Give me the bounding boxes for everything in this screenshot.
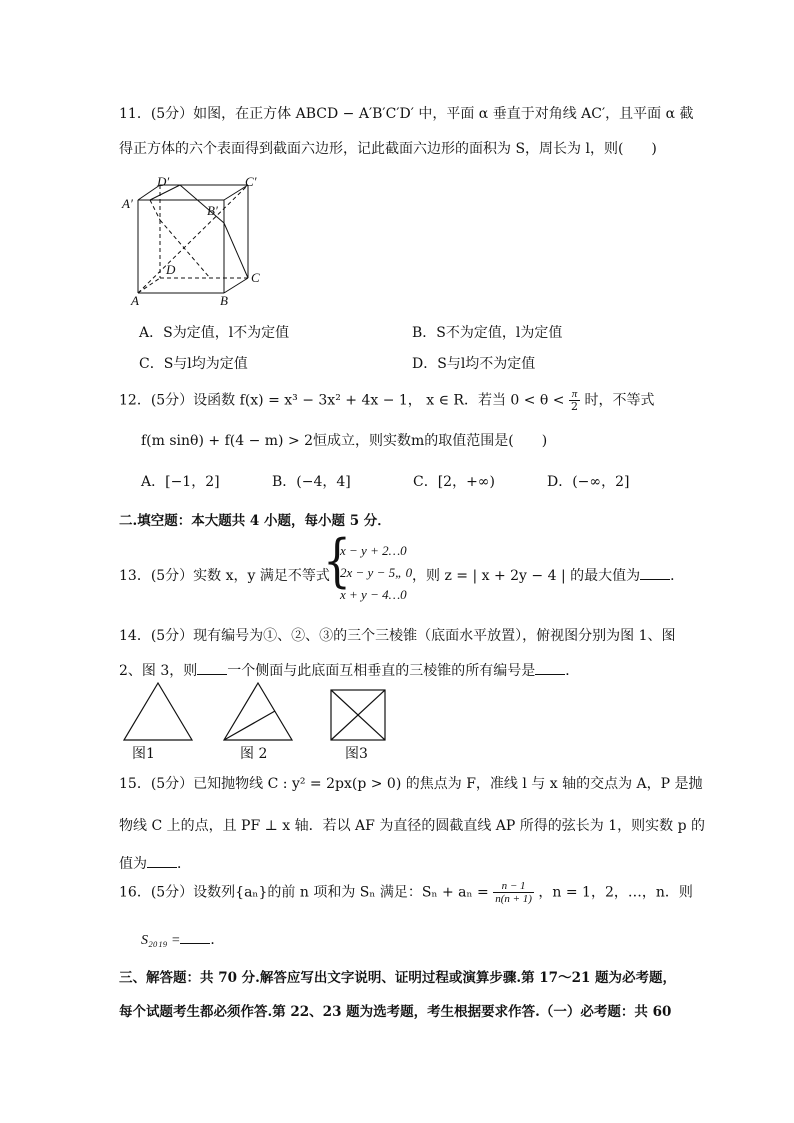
q14-line2-a: 2、图 3，则 [119, 663, 198, 679]
label-B: B [220, 293, 228, 308]
q12-line1-end: 时，不等式 [584, 392, 655, 409]
figure-2-caption: 图 2 [240, 746, 268, 762]
figure-2-triangle [224, 683, 292, 740]
q13-constraint-1: x − y + 2…0 [340, 543, 407, 558]
frac-num: n − 1 [493, 880, 534, 893]
label-C1: C′ [245, 174, 257, 189]
q11-option-c: C．S与l均为定值 [139, 356, 248, 372]
section-2-heading: 二.填空题：本大题共 4 小题，每小题 5 分． [119, 513, 391, 529]
q16-prefix: 16．(5分）设数列{aₙ}的前 n 项和为 Sₙ 满足：Sₙ + aₙ = [119, 884, 489, 901]
q11-option-a: A．S为定值，l不为定值 [139, 325, 290, 341]
q12-line1 [119, 388, 654, 413]
q12-line1-text: 12．(5分）设函数 f(x) = x³ − 3x² + 4x − 1， x ∈ R．若当 0 < θ < [119, 392, 565, 409]
q11-line1: 11．(5分）如图，在正方体 ABCD − A′B′C′D′ 中，平面 α 垂直于对角线 AC′，且平面 α 截 [119, 106, 694, 122]
figure-3-square [331, 690, 385, 740]
q14-line2-b: 一个侧面与此底面互相垂直的三棱锥的所有编号是 [227, 663, 536, 679]
q12-line2: f(m sinθ) + f(4 − m) > 2恒成立，则实数m的取值范围是( ) [141, 433, 548, 449]
q13-constraint-2: 2x − y − 5„ 0 [340, 565, 413, 580]
q15-line3 [119, 853, 191, 873]
q14-line2 [119, 660, 579, 680]
system-brace: { [323, 528, 351, 595]
label-A: A [131, 293, 139, 308]
label-D: D [166, 262, 176, 277]
q12-option-c: C．[2，+∞) [413, 474, 495, 490]
q14-line1: 14．(5分）现有编号为①、②、③的三个三棱锥（底面水平放置），俯视图分别为图 1、图 [119, 628, 676, 644]
answer-blank [640, 567, 670, 580]
q13-suffix [412, 565, 684, 585]
label-C: C [251, 270, 260, 285]
section-3-line1: 三、解答题：共 70 分.解答应写出文字说明、证明过程或演算步骤.第 17～21 题为必考题， [119, 970, 677, 986]
figure-1-caption: 图1 [132, 746, 155, 762]
q12-option-b: B．(−4，4] [272, 474, 351, 490]
label-D1: D′ [157, 174, 170, 189]
q16-suffix: ，n = 1，2，…，n．则 [538, 884, 693, 901]
answer-blank [147, 855, 177, 868]
q16-line2 [141, 929, 224, 949]
q13-constraint-3: x + y − 4…0 [340, 587, 407, 602]
q15-line2: 物线 C 上的点，且 PF ⊥ x 轴．若以 AF 为直径的圆截直线 AP 所得的弦长为 1，则实数 p 的 [119, 818, 705, 834]
frac-num: π [569, 388, 580, 401]
q16-line1 [119, 880, 693, 905]
frac-den: 2 [571, 400, 578, 413]
label-A1: A′ [122, 196, 133, 211]
q13-end: ． [670, 568, 685, 584]
q11-option-b: B．S不为定值，l为定值 [412, 325, 563, 341]
q13-suffix-text: ，则 z = | x + 2y − 4 | 的最大值为 [412, 568, 641, 584]
q15-line3-text: 值为 [119, 856, 147, 872]
q15-end: ． [177, 856, 191, 872]
frac-den: n(n + 1) [495, 893, 532, 905]
q16-line2-text: S₂₀₁₉ = [141, 933, 181, 948]
answer-blank [535, 662, 565, 675]
answer-blank [197, 662, 227, 675]
pi-over-2-fraction [569, 388, 580, 413]
q11-option-d: D．S与l均不为定值 [412, 356, 536, 372]
figure-2-median [224, 711, 275, 740]
q15-line1: 15．(5分）已知抛物线 C : y² = 2px(p > 0) 的焦点为 F，准线 l 与 x 轴的交点为 A，P 是抛 [119, 776, 703, 792]
q16-end: ． [210, 932, 225, 948]
section-3-line2: 每个试题考生都必须作答.第 22、23 题为选考题，考生根据要求作答.（一）必考题：共 60 [119, 1004, 672, 1020]
q11-line2: 得正方体的六个表面得到截面六边形，记此截面六边形的面积为 S，周长为 l，则( ) [119, 141, 657, 157]
figure-1-triangle [124, 683, 192, 740]
label-B1: B′ [207, 203, 218, 218]
q12-option-d: D．(−∞，2] [547, 474, 630, 490]
figure-3-caption: 图3 [345, 746, 368, 762]
q16-fraction [493, 880, 534, 905]
q12-option-a: A．[−1，2] [141, 474, 220, 490]
answer-blank [180, 931, 210, 944]
q14-line2-c: ． [565, 663, 580, 679]
q13-prefix: 13．(5分）实数 x，y 满足不等式 [119, 568, 330, 584]
